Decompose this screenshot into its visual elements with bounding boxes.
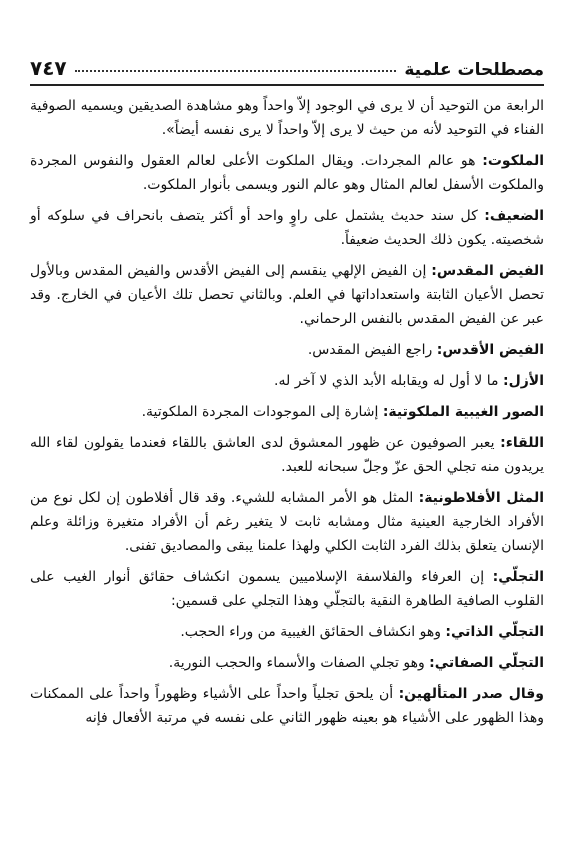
glossary-entry (30, 149, 544, 197)
entry-definition: المثل هو الأمر المشابه للشيء. وقد قال أفلاطون إن لكل نوع من الأفراد الخارجية العينية مثال ومشابه ثابت لا يتغير رغم أن الأفراد متغيرة وزائلة وعلم الإنسان يتعلق بذلك الفرد الثابت الكلي ولهذا علمنا يبقى والمصاديق تفنى. (30, 490, 544, 554)
entry-definition: كل سند حديث يشتمل على راوٍ واحد أو أكثر يتصف بانحراف في سلوكه أو شخصيته. يكون ذلك الحديث ضعيفاً. (30, 208, 544, 248)
entry-definition: ما لا أول له ويقابله الأبد الذي لا آخر له. (274, 373, 499, 389)
entry-definition: أن يلحق تجلياً واحداً على الأشياء وظهوراً واحداً على الممكنات وهذا الظهور على الأشياء هو بعينه ظهور الثاني على نفسه في مرتبة الأفعال فإنه (30, 686, 544, 726)
entry-term: الفيض المقدس: (431, 263, 544, 279)
glossary-body (30, 94, 544, 737)
glossary-entry (30, 486, 544, 558)
glossary-entry (30, 651, 544, 675)
glossary-entry (30, 369, 544, 393)
entry-definition: هو عالم المجردات. ويقال الملكوت الأعلى لعالم العقول والنفوس المجردة والملكوت الأسفل لعالم المثال وهو عالم النور ويسمى بأنوار الملكوت. (30, 153, 544, 193)
running-header (30, 46, 544, 80)
entry-term: الملكوت: (482, 153, 545, 169)
glossary-entry (30, 259, 544, 331)
entry-definition: إن العرفاء والفلاسفة الإسلاميين يسمون انكشاف حقائق أنوار الغيب على القلوب الصافية الطاهرة النقية بالتجلّي وهذا التجلي على قسمين: (30, 569, 544, 609)
entry-term: التجلّي الذاتي: (445, 624, 544, 640)
glossary-entry (30, 620, 544, 644)
glossary-entry (30, 400, 544, 424)
glossary-entry (30, 431, 544, 479)
entry-definition: إشارة إلى الموجودات المجردة الملكوتية. (141, 404, 379, 420)
glossary-entry (30, 682, 544, 730)
entry-term: التجلّي الصفاتي: (429, 655, 544, 671)
page-number: ٧٤٧ (30, 56, 67, 80)
entry-definition: إن الفيض الإلهي ينقسم إلى الفيض الأقدس والفيض المقدس وبالأول تحصل الأعيان الثابتة واستعداداتها في العلم. وبالثاني تحصل تلك الأعيان في الخارج. وقد عبر عن الفيض المقدس بالنفس الرحماني. (30, 263, 544, 327)
header-rule (30, 84, 544, 86)
entry-definition: وهو تجلي الصفات والأسماء والحجب النورية. (168, 655, 425, 671)
glossary-entry (30, 565, 544, 613)
entry-definition: يعبر الصوفيون عن ظهور المعشوق لدى العاشق باللقاء فعندما يقولون لقاء الله يريدون منه تجلي الحق عزّ وجلّ سبحانه للعبد. (30, 435, 544, 475)
entry-term: الضعيف: (484, 208, 544, 224)
glossary-entry (30, 338, 544, 362)
entry-definition: راجع الفيض المقدس. (307, 342, 433, 358)
entry-term: اللقاء: (500, 435, 544, 451)
entry-term: المثل الأفلاطونية: (418, 490, 544, 506)
entry-term: الفيض الأقدس: (436, 342, 544, 358)
running-title: مصطلحات علمية (404, 60, 544, 80)
entry-term: الصور الغيبية الملكوتية: (382, 404, 544, 420)
glossary-entry (30, 204, 544, 252)
entry-definition: الرابعة من التوحيد أن لا يرى في الوجود إلاّ واحداً وهو مشاهدة الصديقين ويسميه الصوفية الفناء في التوحيد لأنه من حيث لا يرى إلاّ واحداً لا يرى نفسه أيضاً». (30, 98, 544, 138)
entry-definition: وهو انكشاف الحقائق الغيبية من وراء الحجب. (180, 624, 441, 640)
header-dot-leader (75, 70, 397, 72)
glossary-entry (30, 94, 544, 142)
entry-term: التجلّي: (492, 569, 544, 585)
entry-term: وقال صدر المتألهين: (398, 686, 544, 702)
entry-term: الأزل: (502, 373, 544, 389)
